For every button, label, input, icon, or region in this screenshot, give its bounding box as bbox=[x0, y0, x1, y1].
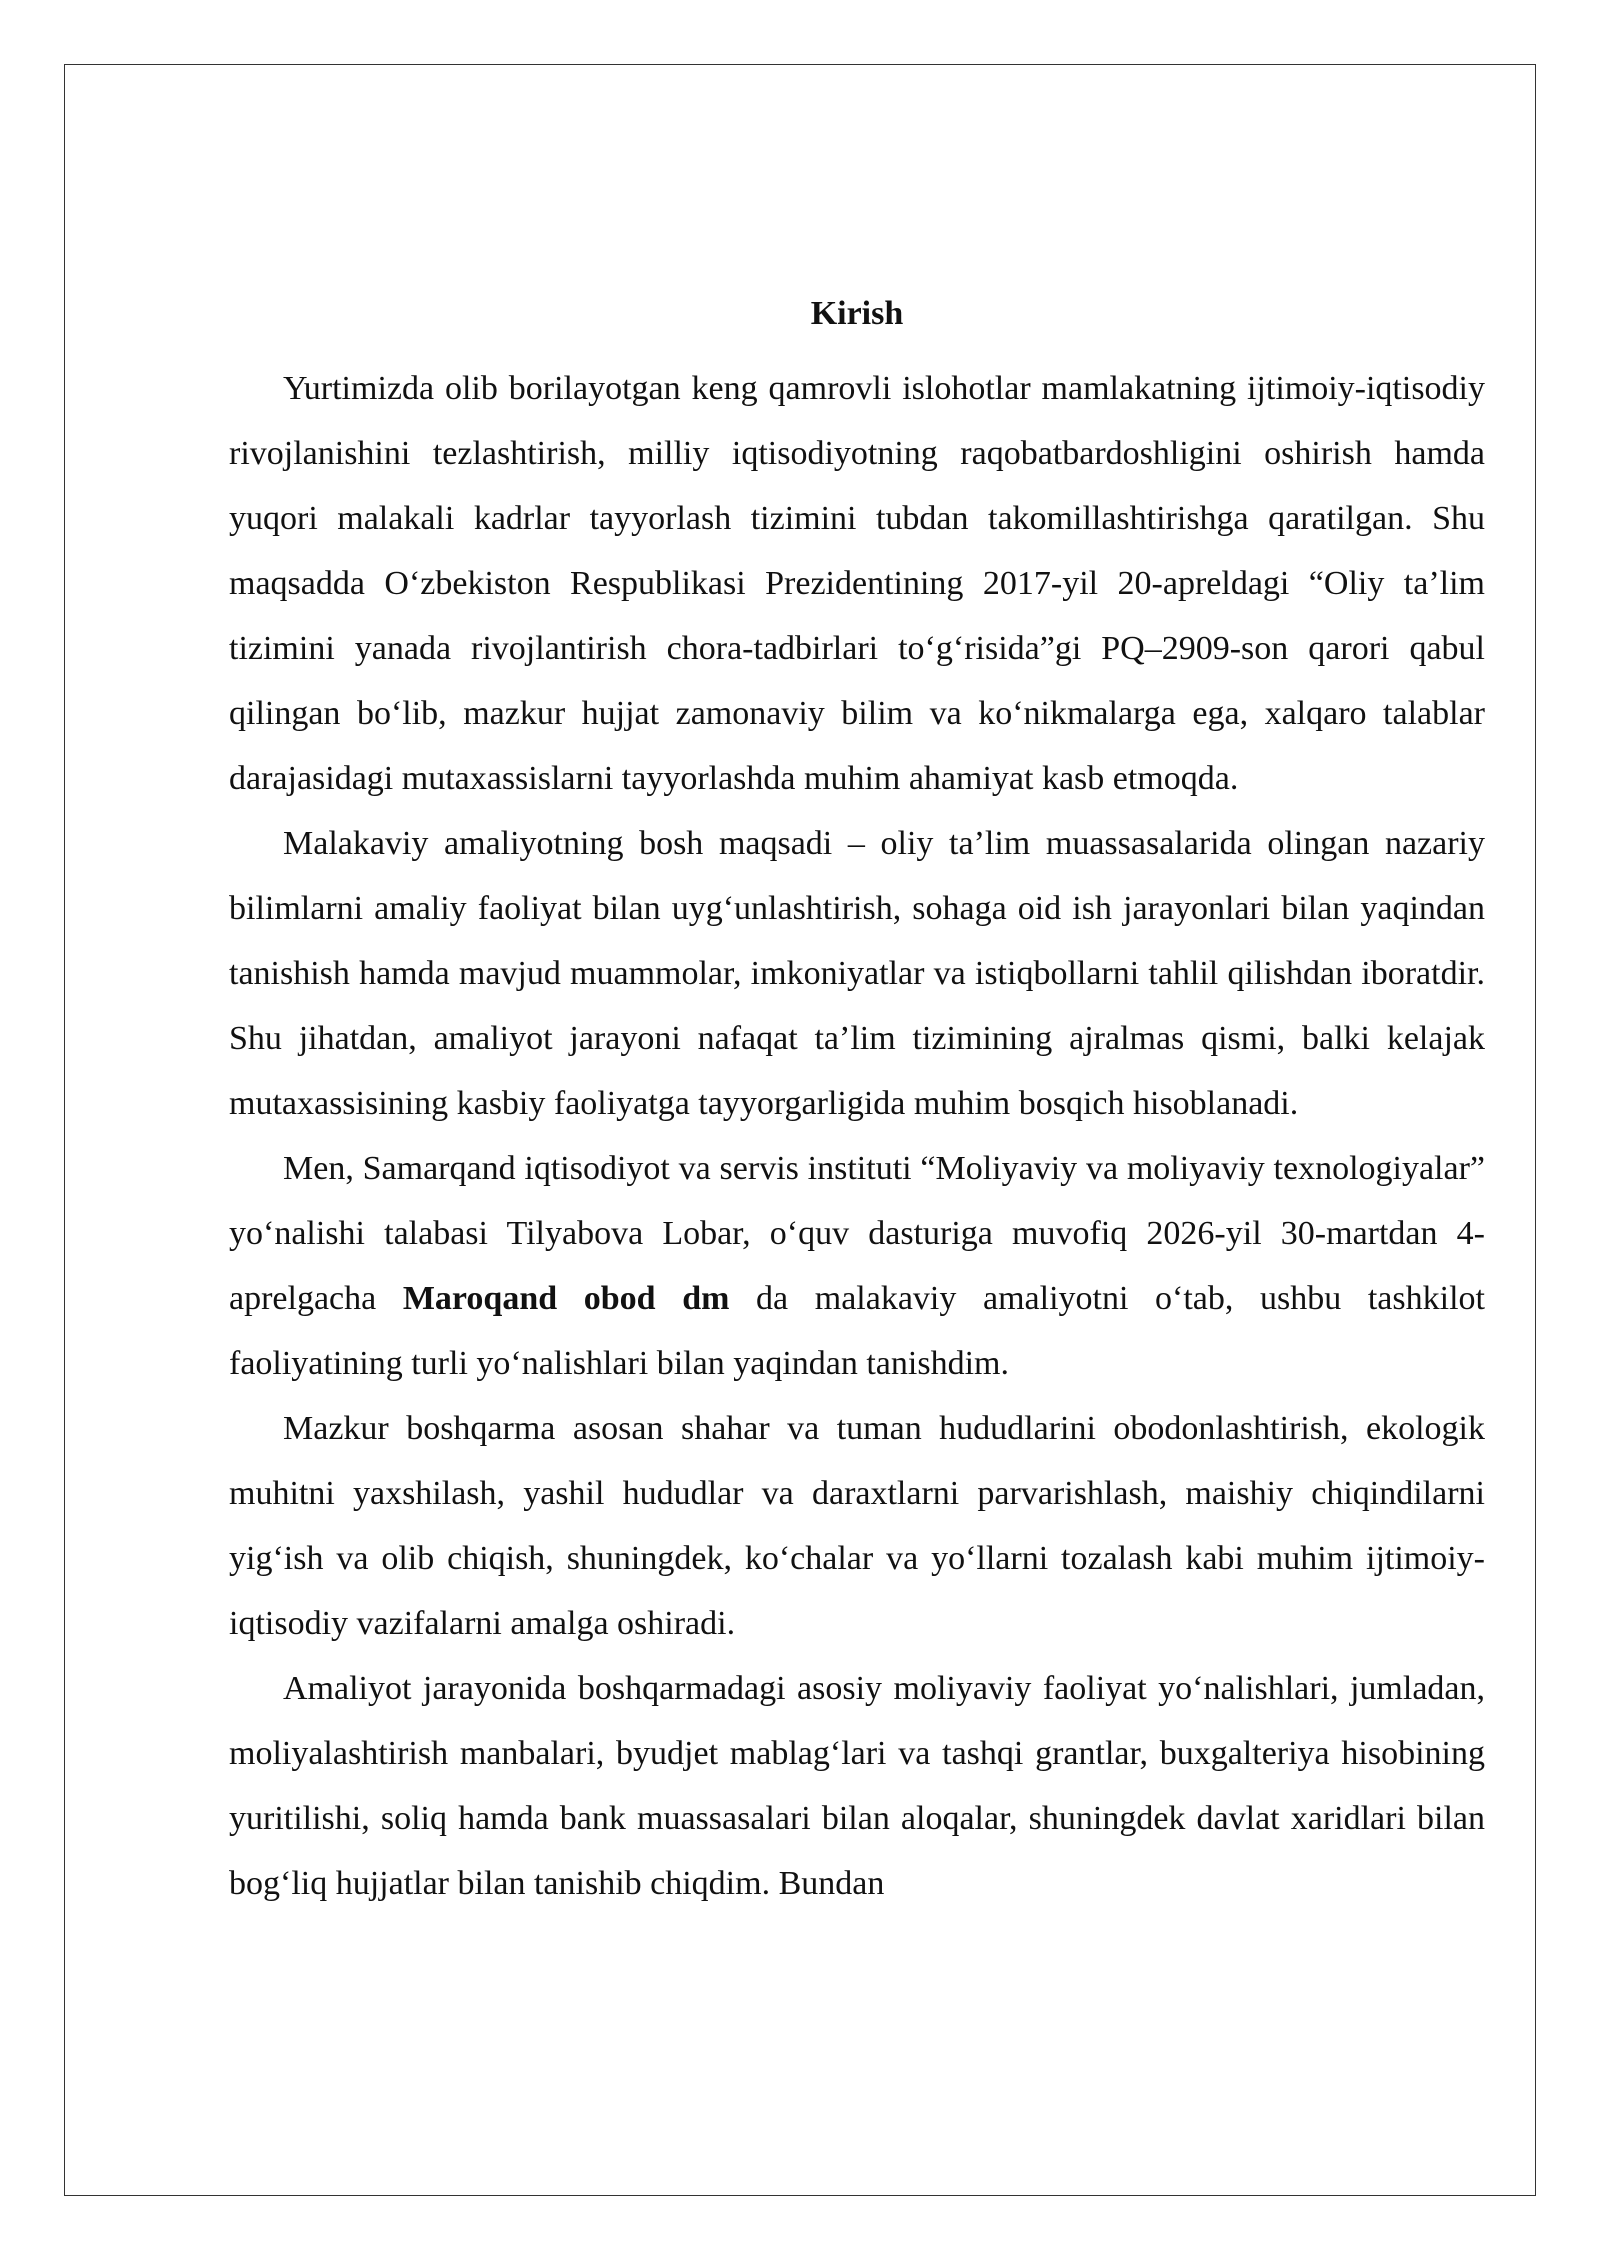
document-body bbox=[229, 290, 1485, 1916]
paragraph-student-info-after: da malakaviy amaliyotni o‘tab, ushbu tashkilot faoliyatining turli yo‘nalishlari bilan yaqindan tanishdim. bbox=[229, 1280, 1485, 1382]
paragraph-student-info-before: Men, Samarqand iqtisodiyot va servis instituti “Moliyaviy va moliyaviy texnologiyalar” yo‘nalishi talabasi Tilyabova Lobar, o‘quv dasturiga muvofiq 2026-yil 30-martdan 4-aprelgacha bbox=[229, 1150, 1485, 1317]
document-title: Kirish bbox=[810, 295, 904, 332]
organization-name: Maroqand obod dm bbox=[402, 1280, 730, 1317]
paragraph-financial-activity: Amaliyot jarayonida boshqarmadagi asosiy moliyaviy faoliyat yo‘nalishlari, jumladan, moliyalashtirish manbalari, byudjet mablag‘lari va tashqi grantlar, buxgalteriya hisobining yuritilishi, soliq hamda bank muassasalari bilan aloqalar, shuningdek davlat xaridlari bilan bog‘liq hujjatlar bilan tanishib chiqdim. Bundan bbox=[229, 1670, 1485, 1902]
paragraph-organization-tasks: Mazkur boshqarma asosan shahar va tuman hududlarini obodonlashtirish, ekologik muhitni yaxshilash, yashil hududlar va daraxtlarni parvarishlash, maishiy chiqindilarni yig‘ish va olib chiqish, shuningdek, ko‘chalar va yo‘llarni tozalash kabi muhim ijtimoiy-iqtisodiy vazifalarni amalga oshiradi. bbox=[229, 1410, 1485, 1642]
paragraph-practice-goal: Malakaviy amaliyotning bosh maqsadi – oliy ta’lim muassasalarida olingan nazariy bilimlarni amaliy faoliyat bilan uyg‘unlashtirish, sohaga oid ish jarayonlari bilan yaqindan tanishish hamda mavjud muammolar, imkoniyatlar va istiqbollarni tahlil qilishdan iboratdir. Shu jihatdan, amaliyot jarayoni nafaqat ta’lim tizimining ajralmas qismi, balki kelajak mutaxassisining kasbiy faoliyatga tayyorgarligida muhim bosqich hisoblanadi. bbox=[229, 825, 1485, 1122]
paragraph-intro: Yurtimizda olib borilayotgan keng qamrovli islohotlar mamlakatning ijtimoiy-iqtisodiy rivojlanishini tezlashtirish, milliy iqtisodiyotning raqobatbardoshligini oshirish hamda yuqori malakali kadrlar tayyorlash tizimini tubdan takomillashtirishga qaratilgan. Shu maqsadda O‘zbekiston Respublikasi Prezidentining 2017-yil 20-apreldagi “Oliy ta’lim tizimini yanada rivojlantirish chora-tadbirlari to‘g‘risida”gi PQ–2909-son qarori qabul qilingan bo‘lib, mazkur hujjat zamonaviy bilim va ko‘nikmalarga ega, xalqaro talablar darajasidagi mutaxassislarni tayyorlashda muhim ahamiyat kasb etmoqda. bbox=[229, 370, 1485, 797]
paragraph-student-info bbox=[229, 1136, 1485, 1396]
